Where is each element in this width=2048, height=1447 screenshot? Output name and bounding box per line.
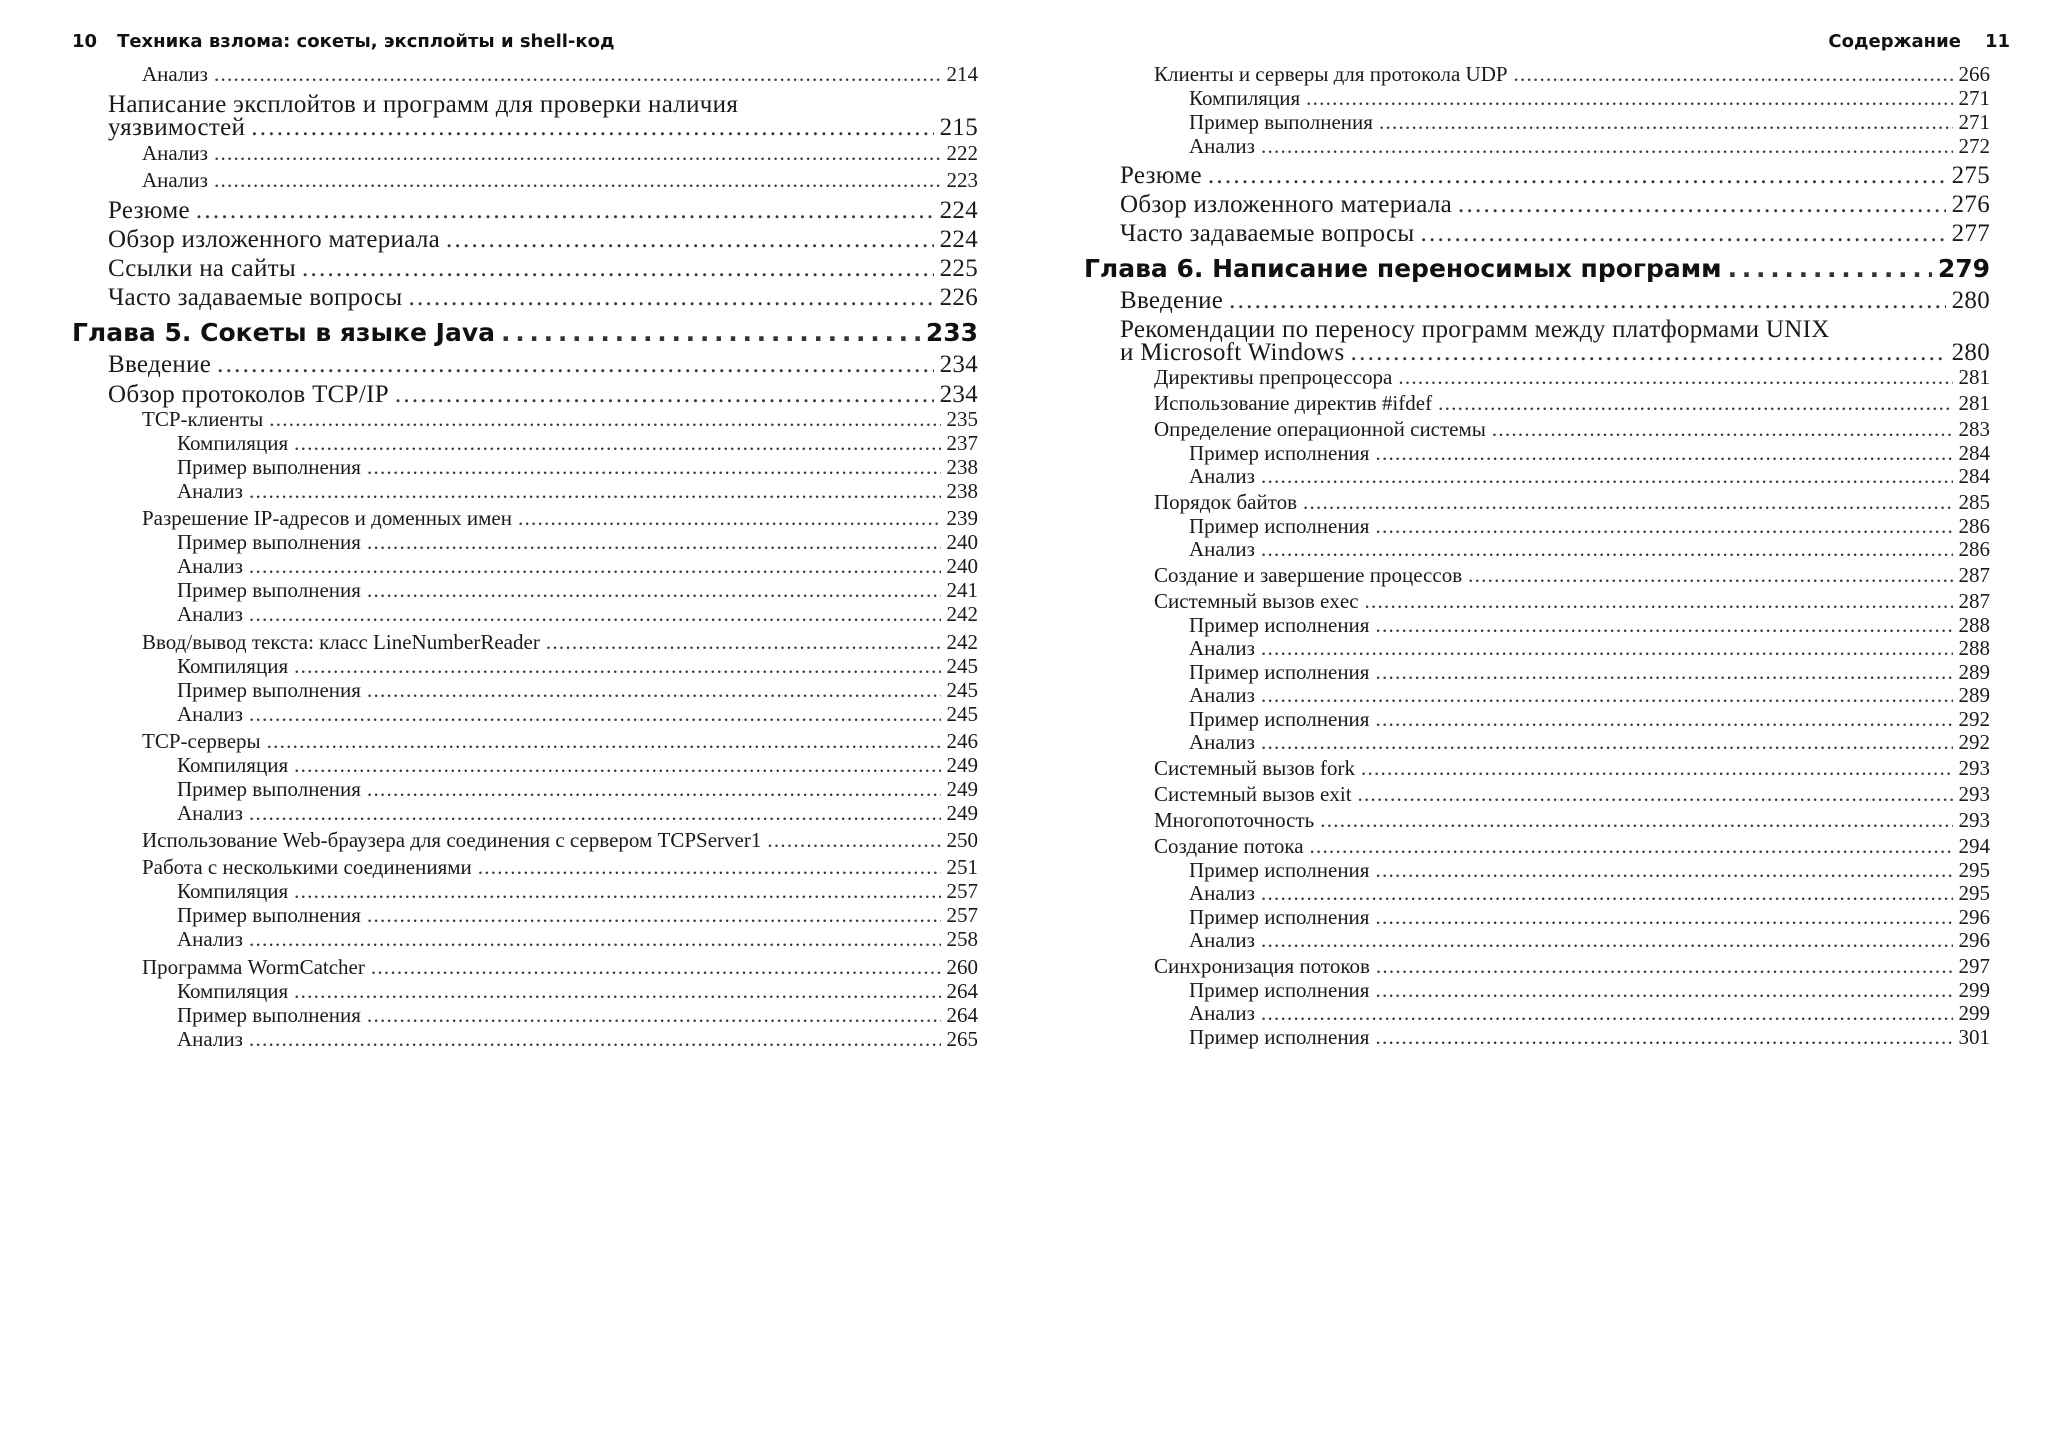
toc-entry[interactable]: Пример исполнения . . . 288: [1084, 615, 1990, 636]
toc-entry[interactable]: Определение операционной системы . . . 283: [1084, 419, 1990, 440]
toc-entry[interactable]: Анализ . . . 289: [1084, 685, 1990, 706]
toc-entry[interactable]: Введение . . . 234: [72, 352, 978, 377]
toc-entry[interactable]: Пример исполнения . . . 289: [1084, 662, 1990, 683]
toc-entry[interactable]: Анализ . . . 295: [1084, 883, 1990, 904]
chapter-heading[interactable]: Глава 6. Написание переносимых программ . . . 279: [1084, 256, 1990, 281]
toc-entry[interactable]: Пример выполнения . . . 241: [72, 580, 978, 601]
toc-entry[interactable]: Компиляция . . . 264: [72, 981, 978, 1002]
toc-entry[interactable]: Анализ . . . 223: [72, 170, 978, 191]
toc-entry[interactable]: уязвимостей . . . 215: [72, 115, 978, 140]
toc-entry[interactable]: и Microsoft Windows . . . 280: [1084, 340, 1990, 365]
toc-entry[interactable]: Пример исполнения . . . 299: [1084, 980, 1990, 1001]
toc-entry[interactable]: Резюме . . . 224: [72, 198, 978, 223]
toc-entry[interactable]: Введение . . . 280: [1084, 288, 1990, 313]
toc-entry[interactable]: Использование директив #ifdef . . . 281: [1084, 393, 1990, 414]
toc-entry[interactable]: Анализ . . . 249: [72, 803, 978, 824]
toc-entry[interactable]: Многопоточность . . . 293: [1084, 810, 1990, 831]
toc-entry[interactable]: Пример выполнения . . . 257: [72, 905, 978, 926]
toc-entry[interactable]: Анализ . . . 292: [1084, 732, 1990, 753]
toc-entry[interactable]: Пример выполнения . . . 264: [72, 1005, 978, 1026]
toc-entry[interactable]: Пример выполнения . . . 271: [1084, 112, 1990, 133]
toc-entry[interactable]: Порядок байтов . . . 285: [1084, 492, 1990, 513]
toc-entry[interactable]: Пример исполнения . . . 286: [1084, 516, 1990, 537]
toc-entry[interactable]: Анализ . . . 222: [72, 143, 978, 164]
toc-entry[interactable]: Часто задаваемые вопросы . . . 226: [72, 285, 978, 310]
right-page-number: 11: [1984, 31, 2010, 52]
toc-entry[interactable]: Компиляция . . . 237: [72, 433, 978, 454]
left-page-number: 10: [72, 31, 98, 52]
toc-entry[interactable]: Использование Web-браузера для соединения с сервером TCPServer1 . . . 250: [72, 830, 978, 851]
toc-entry[interactable]: Компиляция . . . 249: [72, 755, 978, 776]
toc-entry[interactable]: Синхронизация потоков . . . 297: [1084, 956, 1990, 977]
toc-entry[interactable]: Клиенты и серверы для протокола UDP . . . 266: [1084, 64, 1990, 85]
right-running-head-title: Содержание: [1828, 31, 1961, 52]
toc-entry[interactable]: Анализ . . . 288: [1084, 638, 1990, 659]
toc-entry[interactable]: Пример выполнения . . . 238: [72, 457, 978, 478]
toc-entry[interactable]: Пример исполнения . . . 292: [1084, 709, 1990, 730]
toc-entry-line-1[interactable]: Рекомендации по переносу программ между платформами UNIX: [1120, 316, 1830, 343]
toc-entry[interactable]: Работа с несколькими соединениями . . . 251: [72, 857, 978, 878]
toc-entry[interactable]: Пример выполнения . . . 249: [72, 779, 978, 800]
toc-entry[interactable]: Создание и завершение процессов . . . 287: [1084, 565, 1990, 586]
toc-entry[interactable]: Системный вызов exec . . . 287: [1084, 591, 1990, 612]
chapter-heading[interactable]: Глава 5. Сокеты в языке Java . . . 233: [72, 320, 978, 345]
toc-entry[interactable]: Анализ . . . 242: [72, 604, 978, 625]
toc-entry-line-1[interactable]: Написание эксплойтов и программ для проверки наличия: [108, 91, 739, 118]
toc-entry[interactable]: Компиляция . . . 257: [72, 881, 978, 902]
toc-entry[interactable]: Пример исполнения . . . 301: [1084, 1027, 1990, 1048]
left-running-head-title: Техника взлома: сокеты, эксплойты и shell-код: [117, 31, 615, 52]
toc-entry[interactable]: Разрешение IP-адресов и доменных имен . . . 239: [72, 508, 978, 529]
toc-entry[interactable]: Пример выполнения . . . 245: [72, 680, 978, 701]
toc-entry[interactable]: Резюме . . . 275: [1084, 163, 1990, 188]
toc-entry[interactable]: Компиляция . . . 271: [1084, 88, 1990, 109]
toc-entry[interactable]: Системный вызов exit . . . 293: [1084, 784, 1990, 805]
toc-entry[interactable]: Анализ . . . 245: [72, 704, 978, 725]
toc-entry[interactable]: Создание потока . . . 294: [1084, 836, 1990, 857]
toc-entry[interactable]: Анализ . . . 240: [72, 556, 978, 577]
toc-entry[interactable]: Системный вызов fork . . . 293: [1084, 758, 1990, 779]
toc-entry[interactable]: Пример исполнения . . . 296: [1084, 907, 1990, 928]
toc-entry[interactable]: Пример исполнения . . . 295: [1084, 860, 1990, 881]
toc-entry[interactable]: Директивы препроцессора . . . 281: [1084, 367, 1990, 388]
toc-entry[interactable]: Анализ . . . 286: [1084, 539, 1990, 560]
toc-entry[interactable]: TCP-клиенты . . . 235: [72, 409, 978, 430]
toc-entry[interactable]: Ссылки на сайты . . . 225: [72, 256, 978, 281]
toc-entry[interactable]: Анализ . . . 265: [72, 1029, 978, 1050]
toc-entry[interactable]: Анализ . . . 299: [1084, 1003, 1990, 1024]
toc-entry[interactable]: Анализ . . . 272: [1084, 136, 1990, 157]
right-running-head: [1828, 31, 2010, 55]
toc-entry[interactable]: Пример выполнения . . . 240: [72, 532, 978, 553]
toc-entry[interactable]: Часто задаваемые вопросы . . . 277: [1084, 221, 1990, 246]
toc-entry[interactable]: TCP-серверы . . . 246: [72, 731, 978, 752]
toc-entry[interactable]: Анализ . . . 238: [72, 481, 978, 502]
toc-entry[interactable]: Пример исполнения . . . 284: [1084, 443, 1990, 464]
toc-entry[interactable]: Обзор изложенного материала . . . 224: [72, 227, 978, 252]
toc-entry[interactable]: Обзор протоколов TCP/IP . . . 234: [72, 382, 978, 407]
toc-entry[interactable]: Программа WormCatcher . . . 260: [72, 957, 978, 978]
toc-entry[interactable]: Анализ . . . 296: [1084, 930, 1990, 951]
toc-entry[interactable]: Обзор изложенного материала . . . 276: [1084, 192, 1990, 217]
toc-entry[interactable]: Ввод/вывод текста: класс LineNumberReader . . . 242: [72, 632, 978, 653]
toc-entry[interactable]: Компиляция . . . 245: [72, 656, 978, 677]
toc-entry[interactable]: Анализ . . . 214: [72, 64, 978, 85]
toc-entry[interactable]: Анализ . . . 284: [1084, 466, 1990, 487]
toc-entry[interactable]: Анализ . . . 258: [72, 929, 978, 950]
left-running-head: [72, 31, 615, 55]
